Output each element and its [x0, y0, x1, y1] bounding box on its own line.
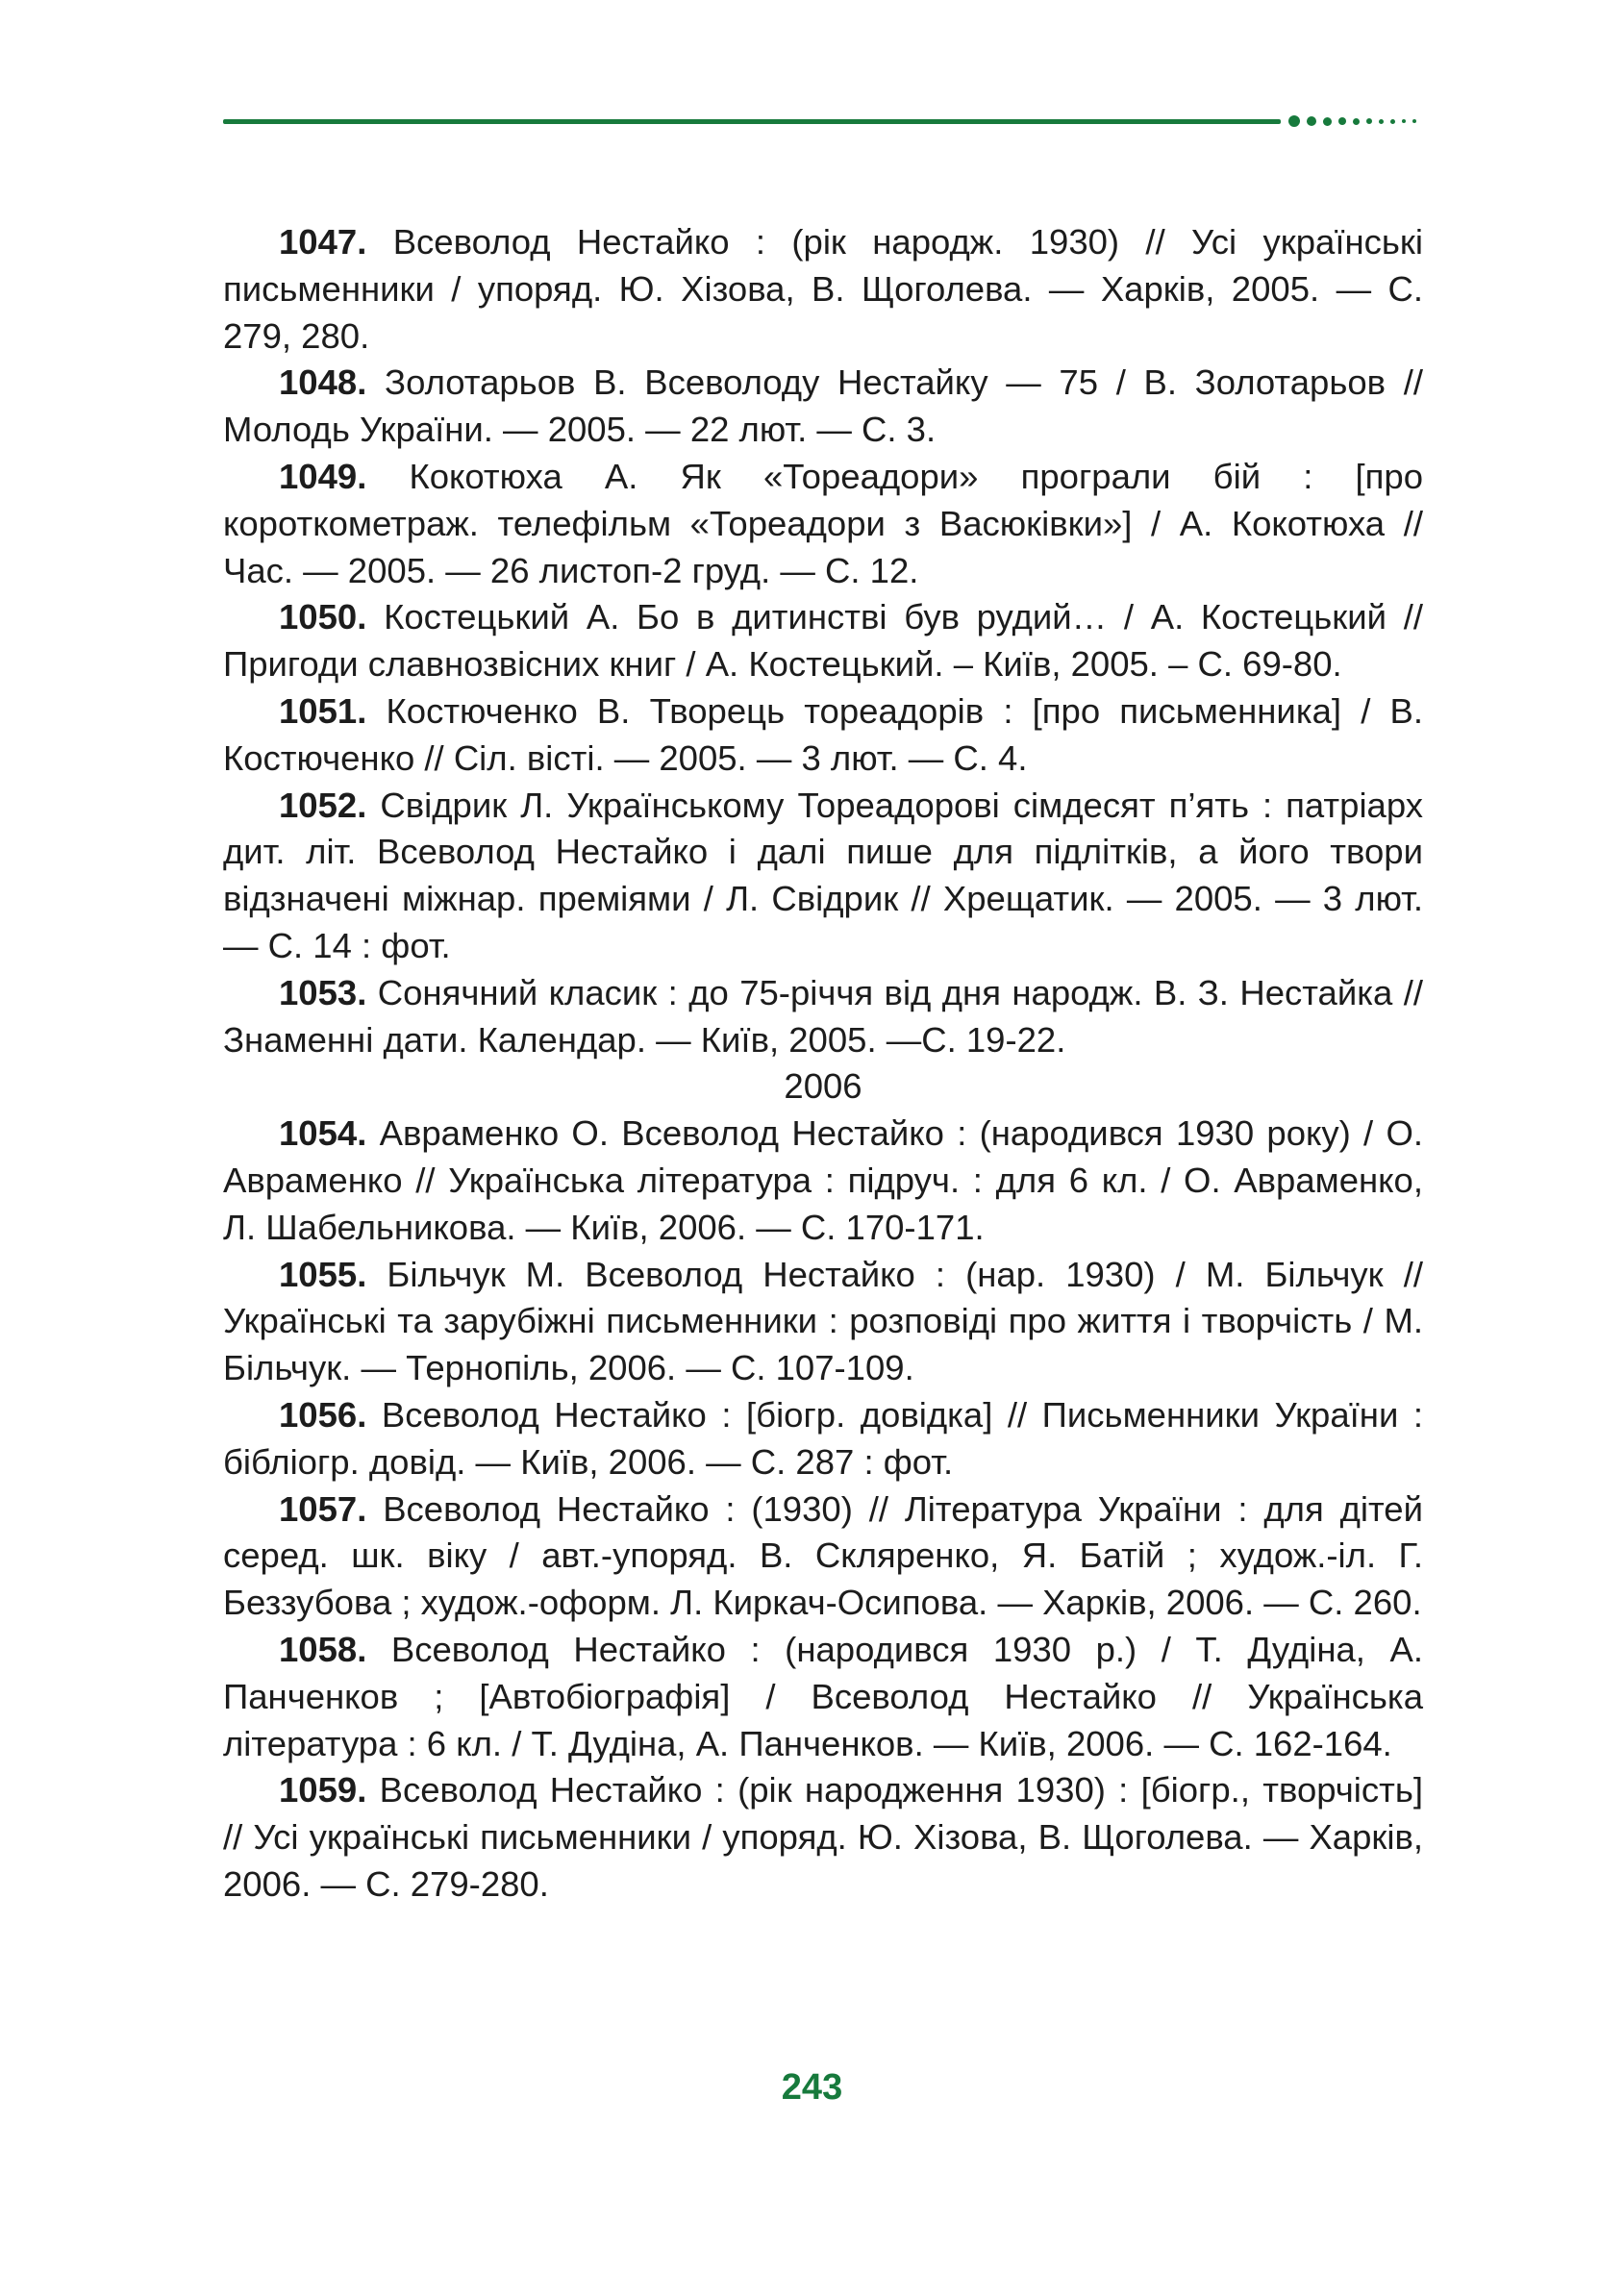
entry-text: Всеволод Нестайко : (1930) // Література України : для дітей серед. шк. віку / авт.-упоряд. В. Скляренко, Я. Батій ; худож.-іл. Г. Беззубова ; худож.-оформ. Л. Киркач-Осипова. — Харків, 2006. — С. 260.	[223, 1488, 1423, 1623]
header-dot	[1390, 119, 1395, 124]
entry-number: 1058.	[279, 1629, 367, 1669]
bibliography-entry	[223, 783, 1423, 970]
entry-text: Костецький А. Бо в дитинстві був рудий… / А. Костецький // Пригоди славнозвісних книг / А. Костецький. – Київ, 2005. – С. 69-80.	[223, 597, 1423, 685]
bibliography-entry	[223, 1767, 1423, 1908]
entry-text: Свідрик Л. Українському Тореадорові сімдесят п’ять : патріарх дит. літ. Всеволод Нестайко і далі пише для підлітків, а його твори відзначені міжнар. преміями / Л. Свідрик // Хрещатик. — 2005. — 3 лют. — С. 14 : фот.	[223, 785, 1423, 965]
header-dot	[1412, 119, 1416, 123]
entry-text: Всеволод Нестайко : (рік народж. 1930) // Усі українські письменники / упоряд. Ю. Хізова, В. Щоголева. — Харків, 2005. — С. 279, 280.	[223, 222, 1423, 356]
header-rule	[223, 119, 1281, 124]
entry-text: Золотарьов В. Всеволоду Нестайку — 75 / В. Золотарьов // Молодь України. — 2005. — 22 лют. — С. 3.	[223, 362, 1423, 450]
entry-number: 1056.	[279, 1394, 367, 1435]
entry-text: Всеволод Нестайко : (народився 1930 р.) / Т. Дудіна, А. Панченков ; [Автобіографія] / Всеволод Нестайко // Українська література : 6 кл. / Т. Дудіна, А. Панченков. — Київ, 2006. — С. 162-164.	[223, 1629, 1423, 1763]
header-dot	[1338, 117, 1346, 125]
bibliography-list	[223, 219, 1423, 1909]
bibliography-entry	[223, 1486, 1423, 1627]
entry-number: 1051.	[279, 690, 367, 731]
entry-number: 1059.	[279, 1770, 367, 1810]
entry-text: Всеволод Нестайко : (рік народження 1930) : [біогр., творчість] // Усі українські письменники / упоряд. Ю. Хізова, В. Щоголева. — Харків, 2006. — С. 279-280.	[223, 1770, 1423, 1904]
bibliography-entry	[223, 594, 1423, 688]
bibliography-entry	[223, 360, 1423, 454]
year-heading: 2006	[784, 1066, 862, 1107]
entry-number: 1047.	[279, 222, 367, 262]
entry-number: 1049.	[279, 456, 367, 496]
bibliography-entry	[223, 1627, 1423, 1767]
bibliography-entry	[223, 454, 1423, 594]
entry-text: Більчук М. Всеволод Нестайко : (нар. 1930) / М. Більчук // Українські та зарубіжні письменники : розповіді про життя і творчість / М. Більчук. — Тернопіль, 2006. — С. 107-109.	[223, 1254, 1423, 1388]
header-dot	[1379, 119, 1384, 124]
header-dots	[1288, 112, 1423, 130]
page-number: 243	[781, 2067, 843, 2108]
entry-number: 1050.	[279, 597, 367, 637]
bibliography-entry	[223, 688, 1423, 783]
entry-number: 1048.	[279, 362, 367, 403]
bibliography-entry	[223, 1392, 1423, 1486]
entry-text: Авраменко О. Всеволод Нестайко : (народився 1930 року) / О. Авраменко // Українська література : підруч. : для 6 кл. / О. Авраменко, Л. Шабельникова. — Київ, 2006. — С. 170-171.	[223, 1113, 1423, 1247]
entry-number: 1053.	[279, 972, 367, 1012]
entry-text: Кокотюха А. Як «Тореадори» програли бій : [про короткометраж. телефільм «Тореадори з Васюківки»] / А. Кокотюха // Час. — 2005. — 26 листоп-2 груд. — С. 12.	[223, 456, 1423, 590]
entry-text: Всеволод Нестайко : [біогр. довідка] // Письменники України : бібліогр. довід. — Київ, 2006. — С. 287 : фот.	[223, 1394, 1423, 1482]
entry-number: 1055.	[279, 1254, 367, 1294]
header-dot	[1323, 117, 1332, 126]
bibliography-entry	[223, 970, 1423, 1064]
entry-number: 1057.	[279, 1488, 367, 1529]
header-dot	[1353, 118, 1360, 125]
bibliography-entry	[223, 219, 1423, 360]
bibliography-entry	[223, 1252, 1423, 1392]
entry-number: 1054.	[279, 1113, 367, 1154]
header-dot	[1307, 116, 1316, 126]
header-dot	[1366, 118, 1372, 124]
entry-text: Сонячний класик : до 75-річчя від дня народж. В. З. Нестайка // Знаменні дати. Календар. — Київ, 2005. —С. 19-22.	[223, 972, 1423, 1060]
header-dot	[1402, 119, 1406, 123]
entry-text: Костюченко В. Творець тореадорів : [про письменника] / В. Костюченко // Сіл. вісті. — 2005. — 3 лют. — С. 4.	[223, 690, 1423, 778]
header-dot	[1288, 115, 1300, 127]
bibliography-entry	[223, 1111, 1423, 1251]
entry-number: 1052.	[279, 785, 367, 825]
